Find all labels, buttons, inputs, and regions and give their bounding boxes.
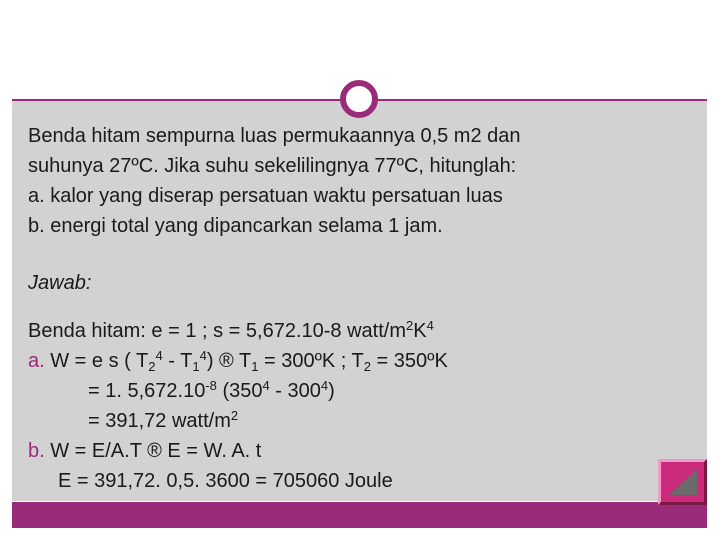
bullet-a: a. [28, 350, 45, 372]
solution-text: = 300ºK ; T [258, 350, 364, 372]
solution-text: W = e s ( T [44, 350, 149, 372]
solution-text: ) ® T [206, 350, 252, 372]
solution-line-b [28, 436, 688, 466]
solution-text: Benda hitam: e = 1 ; s = 5,672.10-8 watt/m [28, 320, 406, 342]
superscript: 4 [262, 378, 270, 393]
solution-text: = 1. 5,672.10 [88, 380, 206, 402]
problem-line: Benda hitam sempurna luas permukaannya 0,5 m2 dan [28, 125, 521, 147]
solution-text: (350 [216, 380, 263, 402]
superscript: 4 [199, 348, 207, 363]
solution-text: ) [328, 380, 335, 402]
footer-bar [12, 502, 707, 528]
superscript: -8 [205, 378, 217, 393]
superscript: 2 [406, 318, 414, 333]
triangle-left-icon [666, 467, 699, 497]
solution-line-a-result [28, 406, 688, 436]
superscript: 4 [155, 348, 163, 363]
solution-line-given [28, 316, 688, 346]
previous-slide-button[interactable] [658, 459, 707, 505]
superscript: 2 [230, 408, 239, 423]
solution-text: = 350ºK [371, 350, 448, 372]
bullet-b: b. [28, 440, 45, 462]
subscript: 2 [148, 359, 156, 374]
problem-line: b. energi total yang dipancarkan selama 1 jam. [28, 215, 443, 237]
solution-block [28, 316, 688, 496]
subscript: 1 [251, 359, 259, 374]
subscript: 2 [363, 359, 371, 374]
answer-label: Jawab: [28, 272, 92, 294]
solution-text: = 391,72 watt/m [88, 410, 231, 432]
problem-line: suhunya 27ºC. Jika suhu sekelilingnya 77ºC, hitunglah: [28, 155, 517, 177]
solution-text: W = E/A.T ® E = W. A. t [44, 440, 262, 462]
solution-line-b-result: E = 391,72. 0,5. 3600 = 705060 Joule [58, 470, 393, 492]
solution-text: - T [162, 350, 193, 372]
problem-line: a. kalor yang diserap persatuan waktu persatuan luas [28, 185, 503, 207]
solution-text: K [413, 320, 427, 342]
solution-line-a [28, 346, 688, 376]
superscript: 4 [320, 378, 329, 393]
problem-statement [28, 121, 688, 241]
solution-text: - 300 [269, 380, 321, 402]
solution-line-a-calc [28, 376, 688, 406]
superscript: 4 [426, 318, 434, 333]
subscript: 1 [192, 359, 200, 374]
ring-ornament-icon [340, 80, 378, 118]
